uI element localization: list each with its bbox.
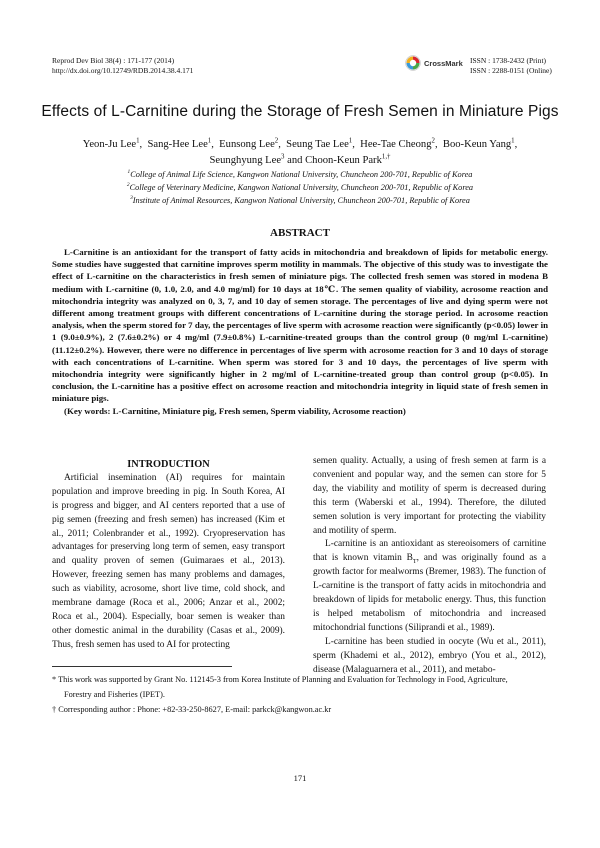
keywords: (Key words: L-Carnitine, Miniature pig, Fresh semen, Sperm viability, Acrosome reaction) xyxy=(64,405,406,416)
crossmark-label: CrossMark xyxy=(424,58,463,68)
intro-paragraph: Artificial insemination (AI) requires for maintain population and improve breeding in pig. In South Korea, AI is progress and bigger, and AI centers reported that a use of pig semen (freezing and fresh semen) has increased (Kim et al., 2011; Colenbrander et al., 1992). Cryopreservation has advantages for preserving long term of semen, easy transport and quality proven of semen (Guimaraes et al., 2013). However, freezing semen has many problems and damages, such as viability, acrosome, short live time, cold shock, and membrane damage (Roca et al., 2006; Anzar et al., 2002; Roca et al., 2004). Especially, boar semen is weaker than other domestic animal in the durability (Casas et al., 2009). Thus, fresh semen has used to AI for protecting xyxy=(52,472,285,650)
author-line-2: Seunghyung Lee$^3$ and Choon-Keun Park$^{1,\dagger}$ xyxy=(209,153,391,166)
author-name: Seung Tae Lee xyxy=(286,139,349,150)
affiliation-2: $^2$College of Veterinary Medicine, Kangwon National University, Chuncheon 200-701, Republic of Korea xyxy=(126,182,474,193)
grant-footnote-cont: Forestry and Fisheries (IPET). xyxy=(64,690,165,699)
doi-link[interactable]: http://dx.doi.org/10.12749/RDB.2014.38.4.171 xyxy=(52,66,194,75)
footnote-divider xyxy=(52,666,232,667)
author-name: Boo-Keun Yang xyxy=(442,139,512,150)
affiliation-3: $^3$Institute of Animal Resources, Kangwon National University, Chuncheon 200-701, Republic of Korea xyxy=(130,195,470,206)
author-conjunction: and xyxy=(287,155,303,166)
affiliations xyxy=(60,168,540,208)
journal-citation: Reprod Dev Biol 38(4) : 171-177 (2014) xyxy=(52,56,175,65)
issn-online: ISSN : 2288-0151 (Online) xyxy=(470,66,552,75)
abstract-body xyxy=(52,246,548,417)
grant-footnote: * This work was supported by Grant No. 112145-3 from Korea Institute of Planning and Evaluation for Technology in Food, Agriculture, xyxy=(52,675,508,684)
footnotes xyxy=(52,672,548,717)
author-name: Seunghyung Lee xyxy=(209,155,282,166)
issn-print: ISSN : 1738-2432 (Print) xyxy=(470,56,547,65)
intro-paragraph: semen quality. Actually, a using of fresh semen at farm is a convenient and popular way, and the semen can store for 5 day, the viability and motility of sperm is decreased during this term (Waberski et al., 1994). Therefore, the diluted semen solution is very important for protecting the viability and motility of sperm. xyxy=(313,456,546,536)
author-name: Eunsong Lee xyxy=(219,139,275,150)
page-number: 171 xyxy=(293,773,307,783)
author-name: Yeon-Ju Lee xyxy=(82,139,137,150)
abstract-text: L-Carnitine is an antioxidant for the transport of fatty acids in mitochondria and breakdown of lipids for metabolic energy. Some studies have suggested that carnitine improves sperm motility in mammals. The objective of this study was to investigate the effect of L-carnitine on the characteristics in fresh semen of miniature pigs. The collected fresh semen was stored in modena B medium with L-carnitine (0, 1.0, 2.0, and 4.0 mg/ml) for 10 days at 18℃. The semen quality of viability, acrosome reaction and mitochondria integrity was analyzed on 0, 3, 7, and 10 day of semen storage. The percentages of live and dying sperm were not different among treatment groups with different concentrations of L-carnitine during the storage period. In acrosome reaction analysis, when the sperm stored for 7 day, the percentages of live sperm with acrosome reaction were significantly (p<0.05) lower in 1 (9.0±0.9%), 2 (7.6±0.2%) or 4 mg/ml (7.9±0.8%) L-carnitine-treated groups than the control group (0 mg/ml L-carnitine) (11.12±0.2%). However, there were no difference in percentages of live sperm with acrosome reaction for 3 and 10 days of storage with each concentrations of L-carnitine. When sperm was stored for 3 and 10 days, the percentages of live sperm with mitochondria integrity were significantly higher in 2 mg/ml of L-carnitine-treated group than control group (p<0.05). In conclusion, the L-carnitine has a positive effect on acrosome reaction and mitochondria integrity in liquid state of fresh semen in miniature pigs. xyxy=(52,247,548,404)
journal-header xyxy=(52,56,193,76)
crossmark-badge[interactable] xyxy=(405,55,463,71)
author-name: Choon-Keun Park xyxy=(305,155,382,166)
intro-paragraph: L-carnitine is an antioxidant as stereoisomers of carnitine that is known vitamin $B_T$, and was originally found as a growth factor for mealworms (Bremer, 1983). The function of L-carnitine is the transport of fatty acids in mitochondria and breakdown of lipids for metabolic energy. Thus, this function is helped metabolism of mitochondria and increased mitochondrial functions (Siliprandi et al., 1989). xyxy=(313,539,546,633)
issn-block xyxy=(470,56,552,76)
introduction-heading: INTRODUCTION xyxy=(127,459,210,470)
author-name: Sang-Hee Lee xyxy=(147,139,208,150)
author-line-1: Yeon-Ju Lee$^1$, Sang-Hee Lee$^1$, Eunsong Lee$^2$, Seung Tae Lee$^1$, Hee-Tae Cheong$^2$, Boo-Keun Yang$^1$, xyxy=(82,137,518,150)
abstract-heading: ABSTRACT xyxy=(270,227,330,239)
crossmark-icon xyxy=(405,55,421,71)
author-list xyxy=(60,137,540,169)
author-name: Hee-Tae Cheong xyxy=(360,139,432,150)
corresponding-author-footnote: † Corresponding author : Phone: +82-33-250-8627, E-mail: parkck@kangwon.ac.kr xyxy=(52,705,332,714)
paper-title: Effects of L-Carnitine during the Storage of Fresh Semen in Miniature Pigs xyxy=(41,103,559,120)
affiliation-1: $^1$College of Animal Life Science, Kangwon National University, Chuncheon 200-701, Republic of Korea xyxy=(127,169,473,179)
left-column xyxy=(52,458,285,653)
right-column xyxy=(313,455,546,678)
intro-paragraph: L-carnitine has been studied in oocyte (Wu et al., 2011), sperm (Khademi et al., 2012), embryo (You et al., 2012), disease (Malaguarnera et al., 2011), and metabo- xyxy=(313,636,546,675)
